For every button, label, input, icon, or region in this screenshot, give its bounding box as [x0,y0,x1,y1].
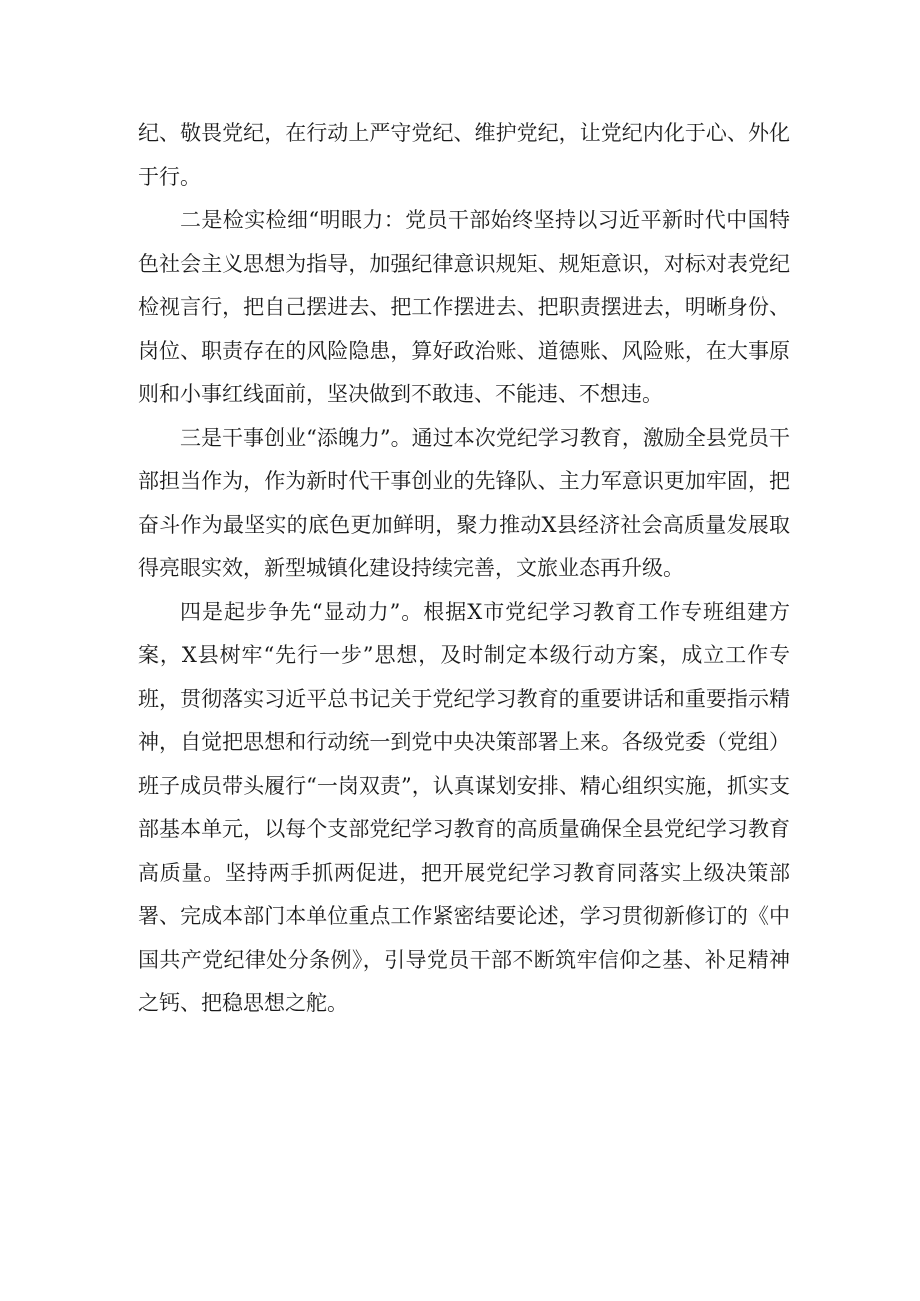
document-body [138,112,790,1026]
paragraph-point-two: 二是检实检细“明眼力：党员干部始终坚持以习近平新时代中国特色社会主义思想为指导，加强纪律意识规矩、规矩意识，对标对表党纪检视言行，把自己摆进去、把工作摆进去、把职责摆进去，明晰身份、岗位、职责存在的风险隐患，算好政治账、道德账、风险账，在大事原则和小事红线面前，坚决做到不敢违、不能违、不想违。 [138,208,790,406]
paragraph-continuation: 纪、敬畏党纪，在行动上严守党纪、维护党纪，让党纪内化于心、外化于行。 [138,121,790,189]
paragraph-point-four: 四是起步争先“显动力”。根据X市党纪学习教育工作专班组建方案，X县树牢“先行一步”思想，及时制定本级行动方案，成立工作专班，贯彻落实习近平总书记关于党纪学习教育的重要讲话和重要指示精神，自觉把思想和行动统一到党中央决策部署上来。各级党委（党组）班子成员带头履行“一岗双责”，认真谋划安排、精心组织实施，抓实支部基本单元，以每个支部党纪学习教育的高质量确保全县党纪学习教育高质量。坚持两手抓两促进，把开展党纪学习教育同落实上级决策部署、完成本部门本单位重点工作紧密结要论述，学习贯彻新修订的《中国共产党纪律处分条例》，引导党员干部不断筑牢信仰之基、补足精神之钙、把稳思想之舵。 [138,599,790,1015]
paragraph-point-three: 三是干事创业“添魄力”。通过本次党纪学习教育，激励全县党员干部担当作为，作为新时代干事创业的先锋队、主力军意识更加牢固，把奋斗作为最坚实的底色更加鲜明，聚力推动X县经济社会高质量发展取得亮眼实效，新型城镇化建设持续完善，文旅业态再升级。 [138,425,790,580]
